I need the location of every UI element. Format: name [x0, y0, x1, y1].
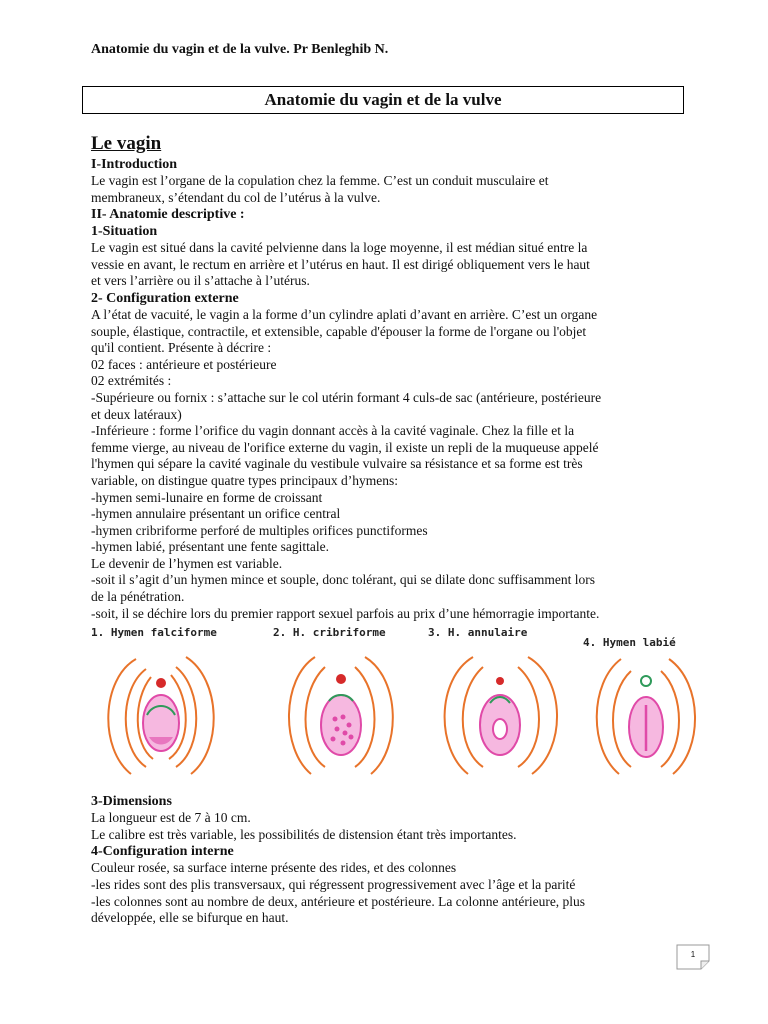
content — [91, 132, 691, 927]
heading-dimensions: 3-Dimensions — [91, 794, 172, 810]
heading-configuration-externe: 2- Configuration externe — [91, 290, 239, 306]
figure-item-cribriforme — [273, 626, 413, 784]
text-line: A l’état de vacuité, le vagin a la forme d’un cylindre aplati d’avant en arrière. C’est un organe — [91, 306, 598, 322]
heading-configuration-interne: 4-Configuration interne — [91, 844, 234, 860]
text-line: -hymen labié, présentant une fente sagittale. — [91, 539, 330, 555]
text-line: et deux latéraux) — [91, 406, 182, 422]
text-line: 02 faces : antérieure et postérieure — [91, 356, 277, 372]
heading-anatomie-descriptive: II- Anatomie descriptive : — [91, 207, 245, 223]
figure-item-labie — [583, 626, 713, 784]
figure-item-falciforme — [91, 626, 241, 784]
hymen-cribriforme-illustration — [273, 639, 413, 784]
text-line: -Inférieure : forme l’orifice du vagin donnant accès à la cavité vaginale. Chez la fille et la — [91, 423, 575, 439]
figure-caption: 4. Hymen labié — [583, 636, 676, 650]
text-line: souple, élastique, contractile, et extensible, capable d'épouser la forme de l'organe ou l'objet — [91, 323, 587, 339]
page-number-badge — [676, 944, 710, 970]
figure-caption: 2. H. cribriforme — [273, 626, 386, 640]
text-line: Couleur rosée, sa surface interne présente des rides, et des colonnes — [91, 860, 457, 876]
text-line: Le calibre est très variable, les possibilités de distension étant très importantes. — [91, 826, 517, 842]
text-line: et vers l’arrière ou il s’attache à l’utérus. — [91, 273, 310, 289]
text-line: -hymen annulaire présentant un orifice central — [91, 506, 341, 522]
text-line: -soit, il se déchire lors du premier rapport sexuel parfois au prix d’une hémorragie importante. — [91, 605, 600, 621]
text-line: La longueur est de 7 à 10 cm. — [91, 810, 251, 826]
heading-situation: 1-Situation — [91, 224, 158, 240]
text-line: Le vagin est l’organe de la copulation chez la femme. C’est un conduit musculaire et — [91, 173, 549, 188]
running-header: Anatomie du vagin et de la vulve. Pr Benleghib N. — [91, 42, 389, 57]
hymen-figure — [83, 626, 723, 791]
text-line: qu'il contient. Présente à décrire : — [91, 340, 272, 356]
text-line: Le devenir de l’hymen est variable. — [91, 555, 283, 571]
text-line: femme vierge, au niveau de l'orifice externe du vagin, il existe un repli de la muqueuse appelé — [91, 439, 599, 455]
text-line: de la pénétration. — [91, 589, 185, 605]
figure-caption: 1. Hymen falciforme — [91, 626, 217, 640]
page-number: 1 — [690, 950, 696, 959]
heading-introduction: I-Introduction — [91, 157, 178, 172]
text-line: Le vagin est situé dans la cavité pelvienne dans la loge moyenne, il est médian situé entre la — [91, 240, 588, 256]
text-line: -Supérieure ou fornix : s’attache sur le col utérin formant 4 culs-de sac (antérieure, postérieure — [91, 389, 602, 405]
text-line: membraneux, s’étendant du col de l’utérus à la vulve. — [91, 189, 381, 205]
text-line: variable, on distingue quatre types principaux d’hymens: — [91, 472, 399, 488]
text-line: développée, elle se bifurque en haut. — [91, 910, 289, 926]
section-title: Le vagin — [91, 133, 162, 154]
text-line: -hymen semi-lunaire en forme de croissant — [91, 489, 323, 505]
text-line: l'hymen qui sépare la cavité vaginale du vestibule vulvaire sa résistance et sa forme est très — [91, 456, 583, 472]
text-line: -hymen cribriforme perforé de multiples orifices punctiformes — [91, 522, 428, 538]
text-line: -les rides sont des plis transversaux, qui régressent progressivement avec l’âge et la parité — [91, 877, 576, 893]
text-line: 02 extrémités : — [91, 373, 172, 389]
text-line: -soit il s’agit d’un hymen mince et souple, donc tolérant, qui se dilate donc suffisamment lors — [91, 572, 596, 588]
figure-item-annulaire — [428, 626, 578, 784]
text-line: vessie en avant, le rectum en arrière et l’utérus en haut. Il est dirigé obliquement vers le haut — [91, 256, 590, 272]
hymen-labie-illustration — [583, 649, 713, 784]
figure-caption: 3. H. annulaire — [428, 626, 528, 640]
hymen-falciforme-illustration — [91, 639, 241, 784]
page-title: Anatomie du vagin et de la vulve — [82, 86, 684, 114]
text-line: -les colonnes sont au nombre de deux, antérieure et postérieure. La colonne antérieure, plus — [91, 893, 586, 909]
hymen-annulaire-illustration — [428, 639, 578, 784]
